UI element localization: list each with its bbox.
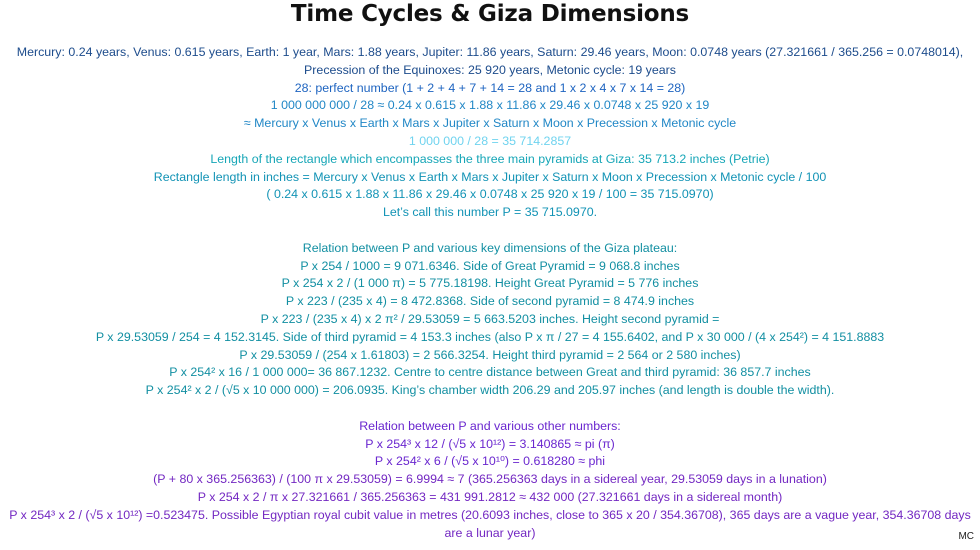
giza-line: P x 29.53059 / (254 x 1.61803) = 2 566.3254. Height third pyramid = 2 564 or 2 580 inches) bbox=[239, 347, 741, 362]
orbital-periods-text: Mercury: 0.24 years, Venus: 0.615 years, Earth: 1 year, Mars: 1.88 years, Jupiter: 11.86 years, Saturn: 29.46 years, Moon: 0.0748 years (27.321661 / 365.256 = 0.0748014), Precession of the Equinoxes: 25 920 years, Metonic cycle: 19 years bbox=[16, 45, 964, 77]
million-ratio-text: 1 000 000 / 28 = 35 714.2857 bbox=[408, 133, 572, 148]
giza-line: P x 254² x 2 / (√5 x 10 000 000) = 206.0935. King’s chamber width 206.29 and 205.97 inches (and length is double the width). bbox=[145, 383, 835, 398]
rectangle-formula-text: Rectangle length in inches = Mercury x Venus x Earth x Mars x Jupiter x Saturn x Moon x Precession x Metonic cycle / 100 bbox=[153, 169, 827, 184]
section-other-numbers bbox=[6, 418, 974, 543]
giza-heading: Relation between P and various key dimensions of the Giza plateau: bbox=[302, 240, 678, 255]
giza-line: P x 223 / (235 x 4) = 8 472.8368. Side of second pyramid = 8 474.9 inches bbox=[285, 294, 695, 309]
giza-line: P x 254² x 16 / 1 000 000= 36 867.1232. Centre to centre distance between Great and third pyramid: 36 857.7 inches bbox=[169, 365, 811, 380]
giza-line: P x 223 / (235 x 4) x 2 π² / 29.53059 = 5 663.5203 inches. Height second pyramid = bbox=[260, 311, 720, 326]
perfect-number-text: 28: perfect number (1 + 2 + 4 + 7 + 14 = 28 and 1 x 2 x 4 x 7 x 14 = 28) bbox=[294, 80, 686, 95]
rectangle-length-text: Length of the rectangle which encompasses the three main pyramids at Giza: 35 713.2 inches (Petrie) bbox=[210, 151, 770, 166]
other-line: P x 254² x 6 / (√5 x 10¹⁰) = 0.618280 ≈ phi bbox=[374, 454, 606, 469]
giza-line: P x 29.53059 / 254 = 4 152.3145. Side of third pyramid = 4 153.3 inches (also P x π / 27 = 4 155.6402, and P x 30 000 / (4 x 254²) = 4 151.8883 bbox=[95, 329, 885, 344]
document-body bbox=[6, 44, 974, 542]
billion-ratio-text: 1 000 000 000 / 28 ≈ 0.24 x 0.615 x 1.88 x 11.86 x 29.46 x 0.0748 x 25 920 x 19 bbox=[270, 98, 710, 113]
section-time-cycles bbox=[6, 44, 974, 222]
define-p-text: Let’s call this number P = 35 715.0970. bbox=[382, 205, 598, 220]
section-divider bbox=[6, 400, 974, 418]
section-giza-dimensions bbox=[6, 240, 974, 400]
other-line: P x 254 x 2 / π x 27.321661 / 365.256363 = 431 991.2812 ≈ 432 000 (27.321661 days in a sidereal month) bbox=[197, 489, 783, 504]
giza-line: P x 254 x 2 / (1 000 π) = 5 775.18198. Height Great Pyramid = 5 776 inches bbox=[281, 276, 699, 291]
section-divider bbox=[6, 222, 974, 240]
other-line: P x 254³ x 2 / (√5 x 10¹²) =0.523475. Possible Egyptian royal cubit value in metres (20.6093 inches, close to 365 x 20 / 354.36708), 365 days are a vague year, 354.36708 days are a lunar year) bbox=[9, 507, 971, 540]
other-line: (P + 80 x 365.256363) / (100 π x 29.53059) = 6.9994 ≈ 7 (365.256363 days in a sidereal year, 29.53059 days in a lunation) bbox=[153, 472, 827, 487]
page-title: Time Cycles & Giza Dimensions bbox=[290, 1, 690, 27]
author-signature: MC bbox=[958, 531, 974, 542]
giza-line: P x 254 / 1000 = 9 071.6346. Side of Great Pyramid = 9 068.8 inches bbox=[300, 258, 680, 273]
planet-product-text: ≈ Mercury x Venus x Earth x Mars x Jupiter x Saturn x Moon x Precession x Metonic cycle bbox=[243, 116, 737, 131]
other-line: P x 254³ x 12 / (√5 x 10¹²) = 3.140865 ≈ pi (π) bbox=[365, 436, 615, 451]
other-heading: Relation between P and various other numbers: bbox=[359, 418, 621, 433]
rectangle-numeric-text: ( 0.24 x 0.615 x 1.88 x 11.86 x 29.46 x 0.0748 x 25 920 x 19 / 100 = 35 715.0970) bbox=[266, 187, 714, 202]
